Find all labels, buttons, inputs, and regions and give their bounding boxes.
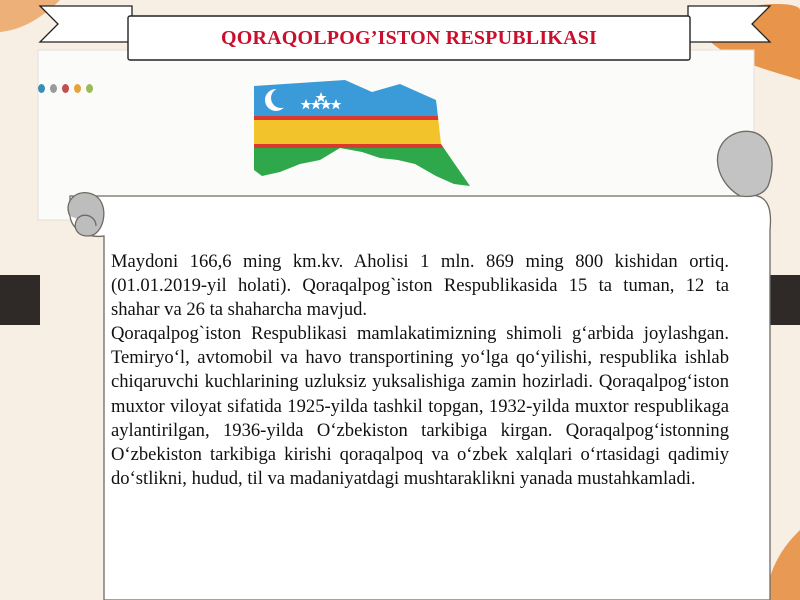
ribbon-tail-left	[40, 6, 132, 42]
text-paragraph: Maydoni 166,6 ming km.kv. Aholisi 1 mln. 869 ming 800 kishidan ortiq. (01.01.2019-yil holati). Qoraqalpog`iston Respublikasida 15 ta tuman, 12 ta shahar va 26 ta shaharcha mavjud.	[111, 251, 729, 321]
decor-dot	[86, 84, 93, 93]
decor-dot	[38, 84, 45, 93]
main-text-block	[111, 250, 729, 491]
text-paragraph: Qoraqalpog`iston Respublikasi mamlakatimizning shimoli g‘arbida joylashgan. Temiryo‘l, avtomobil va havo transportining yo‘lga qo‘yilishi, respublika ishlab chiqaruvchi kuchlarining uzluksiz yuksalishiga zamin hozirladi. Qoraqalpog‘iston muxtor viloyat sifatida 1925-yilda tashkil topgan, 1932-yilda muxtor respublikaga aylantirilgan, 1936-yilda O‘zbekiston tarkibiga kirgan. Qoraqalpog‘istonning O‘zbekiston tarkibiga kirishi qoraqalpoq va o‘zbek xalqlari o‘rtasidagi qadimiy do‘stlikni, hudud, til va madaniyatdagi mushtaraklikni yanada mustahkamladi.	[111, 323, 729, 489]
dark-band-left	[0, 275, 40, 325]
decor-dot	[50, 84, 57, 93]
decor-dot	[62, 84, 69, 93]
decor-dot	[74, 84, 81, 93]
scroll-curl-left	[68, 193, 104, 236]
decorative-dots	[38, 84, 93, 93]
page-title: QORAQOLPOG’ISTON RESPUBLIKASI	[220, 26, 598, 49]
